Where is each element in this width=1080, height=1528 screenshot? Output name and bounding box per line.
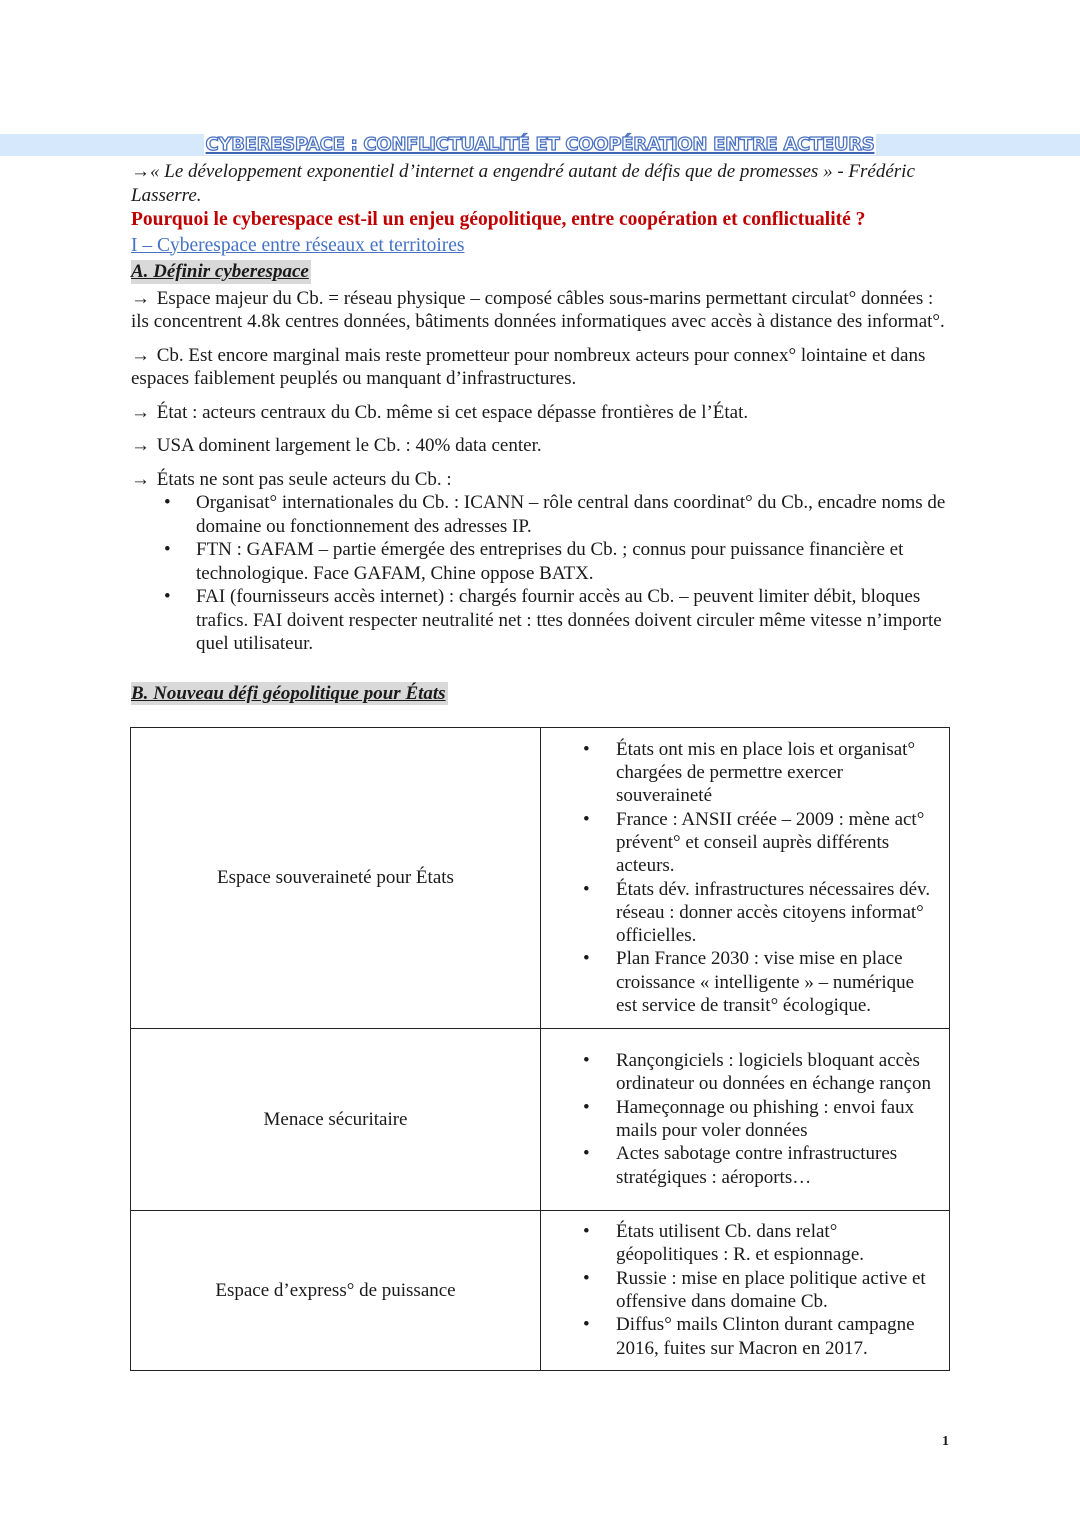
section-a-heading: A. Définir cyberespace [131,261,309,282]
arrow-icon: → [131,401,150,423]
row-content [541,1029,950,1211]
table-row [131,1029,950,1211]
list-item: • Organisat° internationales du Cb. : ICANN – rôle central dans coordinat° du Cb., encadre noms de domaine ou fonctionnement des adresses IP. [131,491,951,538]
section-b-heading: B. Nouveau défi géopolitique pour États [131,682,446,704]
table-row [131,1211,950,1371]
arrow-icon: → [131,344,150,366]
arrow-icon: → [131,287,150,309]
list-item: • Rançongiciels : logiciels bloquant accès ordinateur ou données en échange rançon [541,1049,939,1096]
table-row [131,728,950,1029]
paragraph-state: → État : acteurs centraux du Cb. même si cet espace dépasse frontières de l’État. [131,401,749,423]
arrow-icon: → [131,468,150,490]
list-item: • Diffus° mails Clinton durant campagne 2016, fuites sur Macron en 2017. [541,1313,939,1360]
paragraph-other-actors: → États ne sont pas seule acteurs du Cb. : [131,468,452,490]
row-content [541,1211,950,1371]
part-one-heading: I – Cyberespace entre réseaux et territoires [131,234,465,256]
list-item: • FTN : GAFAM – partie émergée des entreprises du Cb. ; connus pour puissance financière et technologique. Face GAFAM, Chine oppose BATX. [131,538,951,585]
list-item: • France : ANSII créée – 2009 : mène act° prévent° et conseil auprès différents acteurs. [541,808,939,878]
list-item: • Plan France 2030 : vise mise en place croissance « intelligente » – numérique est service de transit° écologique. [541,947,939,1017]
actors-list [131,491,951,656]
paragraph-network: → Espace majeur du Cb. = réseau physique – composé câbles sous-marins permettant circulat° données : ils concentrent 4.8k centres données, bâtiments données informatiques avec accès à distance des informat°. [131,287,945,332]
list-item: • Actes sabotage contre infrastructures stratégiques : aéroports… [541,1142,939,1189]
row-label: Espace d’express° de puissance [131,1211,541,1371]
paragraph-usa: → USA dominent largement le Cb. : 40% data center. [131,435,542,456]
opening-quote: →« Le développement exponentiel d’internet a engendré autant de défis que de promesses » - Frédéric Lasserre. [131,161,915,206]
document-body [131,160,951,705]
list-item: • Russie : mise en place politique active et offensive dans domaine Cb. [541,1267,939,1314]
problematic-question: Pourquoi le cyberespace est-il un enjeu géopolitique, entre coopération et conflictualité ? [131,209,866,230]
arrow-icon: → [131,435,150,456]
document-title [0,131,1080,159]
row-label: Espace souveraineté pour États [131,728,541,1029]
list-item: • États utilisent Cb. dans relat° géopolitiques : R. et espionnage. [541,1220,939,1267]
row-label: Menace sécuritaire [131,1029,541,1211]
challenges-table [130,727,950,1371]
page-number: 1 [942,1434,949,1449]
list-item: • États dév. infrastructures nécessaires dév. réseau : donner accès citoyens informat° officielles. [541,878,939,948]
row-content [541,728,950,1029]
list-item: • FAI (fournisseurs accès internet) : chargés fournir accès au Cb. – peuvent limiter débit, bloques trafics. FAI doivent respecter neutralité net : ttes données doivent circuler même vitesse n’importe quel utilisateur. [131,585,951,656]
list-item: • États ont mis en place lois et organisat° chargées de permettre exercer souveraineté [541,738,939,808]
paragraph-marginal: → Cb. Est encore marginal mais reste prometteur pour nombreux acteurs pour connex° lointaine et dans espaces faiblement peuplés ou manquant d’infrastructures. [131,344,926,389]
document-title-text: CYBERESPACE : CONFLICTUALITÉ ET COOPÉRATION ENTRE ACTEURS [205,134,875,155]
list-item: • Hameçonnage ou phishing : envoi faux mails pour voler données [541,1096,939,1143]
